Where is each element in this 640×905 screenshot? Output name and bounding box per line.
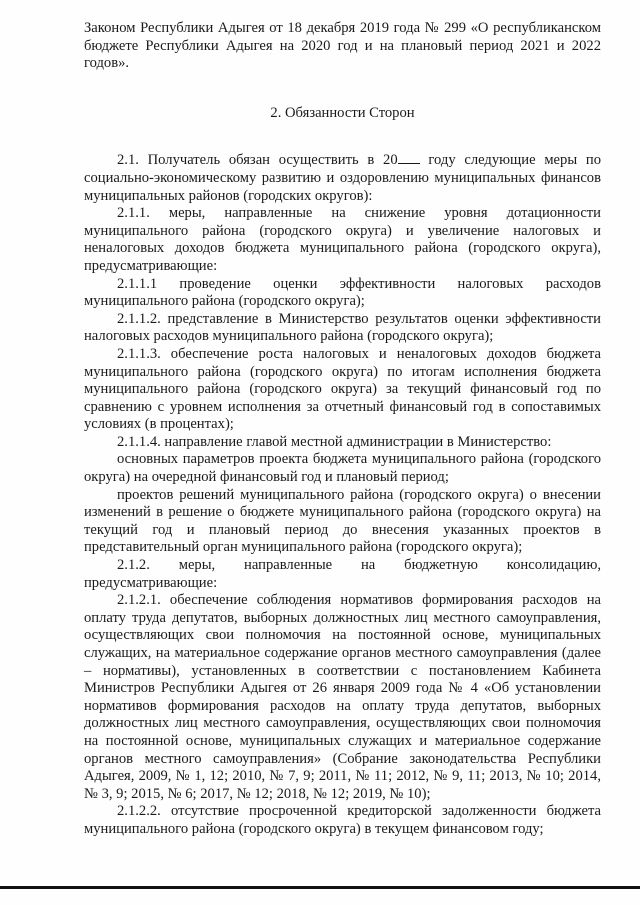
year-blank-field	[398, 150, 420, 164]
paragraph-main-parameters: основных параметров проекта бюджета муниципального района (городского округа) на очередной финансовый год и плановый период;	[84, 451, 601, 486]
paragraph-2-1-2-2: 2.1.2.2. отсутствие просроченной кредиторской задолженности бюджета муниципального района (городского округа) в текущем финансовом году;	[84, 803, 601, 837]
paragraph-2-1-1-2: 2.1.1.2. представление в Министерство результатов оценки эффективности налоговых расходов муниципального района (городского округа);	[84, 310, 601, 345]
paragraph-2-1	[84, 150, 601, 205]
page-bottom-divider	[0, 886, 640, 889]
paragraph-2-1-1-4: 2.1.1.4. направление главой местной администрации в Министерство:	[117, 433, 552, 450]
paragraph-2-1-1-3: 2.1.1.3. обеспечение роста налоговых и неналоговых доходов бюджета муниципального района (городского округа) по итогам исполнения бюджета муниципального района (городского округа) за текущий финансовый год по сравнению с уровнем исполнения за отчетный финансовый год в сопоставимых условиях (в процентах);	[84, 345, 601, 433]
paragraph-2-1-end: году следующие меры по социально-экономическому развитию и оздоровлению муниципальных финансов муниципальных районов (городских округов):	[84, 152, 601, 204]
document-body	[84, 20, 601, 839]
paragraph-2-1-1: 2.1.1. меры, направленные на снижение уровня дотационности муниципального района (городского округа) и увеличение налоговых и неналоговых доходов бюджета муниципального района (городского округа), предусматривающие:	[84, 205, 601, 274]
intro-paragraph: Законом Республики Адыгея от 18 декабря 2019 года № 299 «О республиканском бюджете Республики Адыгея на 2020 год и на плановый период 2021 и 2022 годов».	[84, 20, 601, 72]
paragraph-2-1-2-1: 2.1.2.1. обеспечение соблюдения нормативов формирования расходов на оплату труда депутатов, выборных должностных лиц местного самоуправления, осуществляющих свои полномочия на постоянной основе, муниципальных служащих, на материальное содержание органов местного самоуправления (далее – нормативы), установленных в соответствии с постановлением Кабинета Министров Республики Адыгея от 26 января 2009 года № 4 «Об установлении нормативов формирования расходов на оплату труда депутатов, выборных должностных лиц местного самоуправления, осуществляющих свои полномочия на постоянной основе, муниципальных служащих и материальное содержание органов местного самоуправления» (Собрание законодательства Республики Адыгея, 2009, № 1, 12; 2010, № 7, 9; 2011, № 11; 2012, № 9, 11; 2013, № 10; 2014, № 3, 9; 2015, № 6; 2017, № 12; 2018, № 12; 2019, № 10);	[84, 592, 601, 802]
paragraph-2-1-1-1: 2.1.1.1 проведение оценки эффективности налоговых расходов муниципального района (городского округа);	[84, 275, 601, 310]
paragraph-draft-decisions: проектов решений муниципального района (городского округа) о внесении изменений в решение о бюджете муниципального района (городского округа) на текущий год и плановый период до внесения указанных проектов в представительный орган муниципального района (городского округа);	[84, 486, 601, 556]
section-title: 2. Обязанности Сторон	[270, 104, 415, 121]
paragraph-2-1-2: 2.1.2. меры, направленные на бюджетную консолидацию, предусматривающие:	[84, 557, 601, 591]
paragraph-2-1-start: 2.1. Получатель обязан осуществить в 20	[117, 152, 398, 169]
